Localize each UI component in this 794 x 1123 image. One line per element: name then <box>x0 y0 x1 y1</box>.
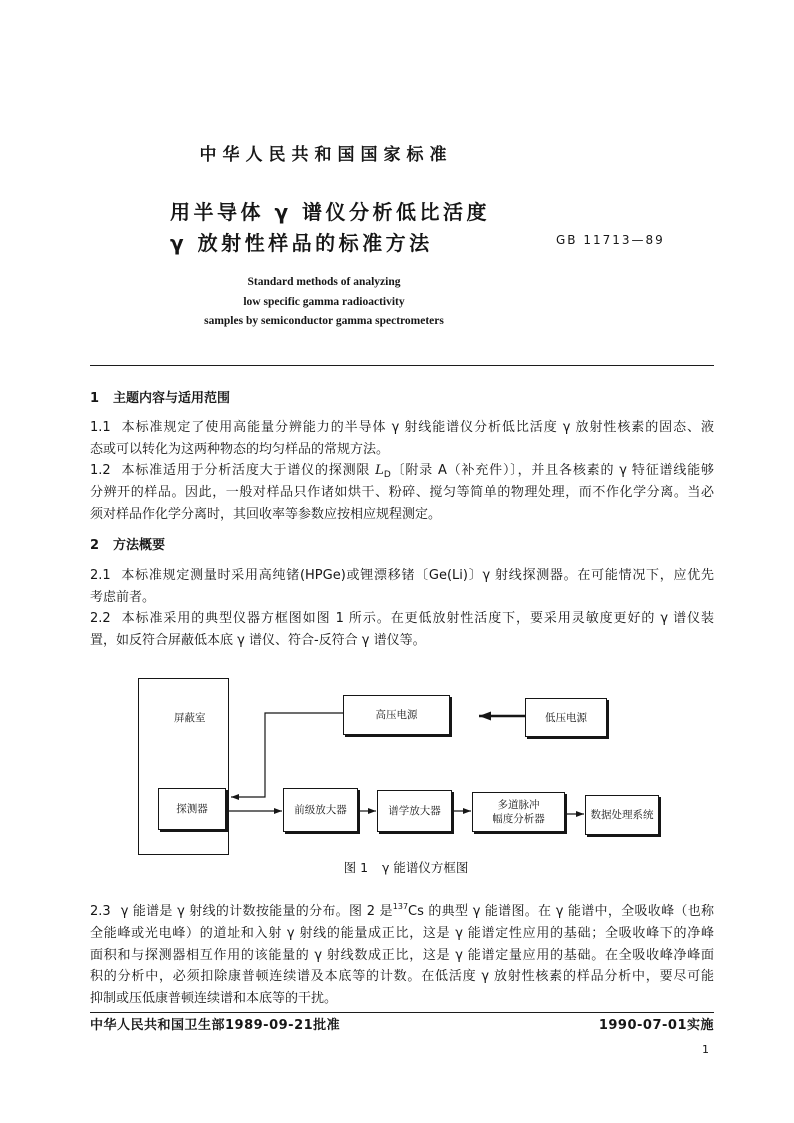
clause-text: 本标准规定测量时采用高纯锗(HPGe)或锂漂移锗〔Ge(Li)〕γ 射线探测器。在可能情况下，应优先 <box>120 568 714 583</box>
clause-text: Cs 的典型 γ 能谱图。在 γ 能谱中，全吸收峰（也称 <box>408 904 714 919</box>
low-voltage-label: 低压电源 <box>545 711 587 724</box>
detector-label: 探测器 <box>176 803 208 815</box>
english-title-line-2: low specific gamma radioactivity <box>243 295 405 308</box>
clause-line <box>90 901 714 923</box>
clause-line <box>90 565 714 587</box>
section-2-number: 2 <box>90 538 100 553</box>
page-number: 1 <box>702 1043 709 1056</box>
footer <box>90 1016 714 1036</box>
data-processing-label: 数据处理系统 <box>590 809 654 821</box>
title-line-1: 用半导体 γ 谱仪分析低比活度 <box>170 200 491 224</box>
clause-text: 本标准适用于分析活度大于谱仪的探测限 <box>120 463 376 478</box>
clause-2-2 <box>90 608 714 652</box>
header-divider <box>90 365 714 366</box>
clause-number: 1.1 <box>90 420 111 435</box>
section-1-title: 主题内容与适用范围 <box>113 391 231 406</box>
clause-2-1 <box>90 565 714 609</box>
mass-number-superscript: 137 <box>392 902 409 911</box>
standard-code: GB 11713—89 <box>556 233 665 247</box>
detection-limit-subscript: D <box>383 470 391 480</box>
diagram-connectors <box>130 670 670 865</box>
figure-1-title: γ 能谱仪方框图 <box>382 860 469 875</box>
title-line-2: γ 放射性样品的标准方法 <box>170 231 433 255</box>
arrow-high-voltage-to-detector <box>231 713 343 797</box>
figure-1-caption <box>300 858 512 878</box>
section-2-heading <box>90 535 714 557</box>
spectroscopy-amplifier-label: 谱学放大器 <box>388 805 441 817</box>
high-voltage-label: 高压电源 <box>375 709 418 721</box>
detection-limit-symbol: L <box>375 463 384 478</box>
effective-date: 1990-07-01实施 <box>598 1018 714 1033</box>
clause-text: 本标准采用的典型仪器方框图如图 1 所示。在更低放射性活度下，要采用灵敏度更好的 γ 谱仪装 <box>120 611 714 626</box>
clause-1-1 <box>90 417 714 461</box>
clause-text: γ 能谱是 γ 射线的计数按能量的分布。图 2 是 <box>120 904 393 919</box>
approval-statement: 中华人民共和国卫生部1989-09-21批准 <box>90 1018 341 1033</box>
section-1-number: 1 <box>90 391 100 406</box>
clause-line: 抑制或压低康普顿连续谱和本底等的干扰。 <box>90 991 338 1006</box>
figure-1-block-diagram <box>130 670 670 865</box>
clause-line <box>90 608 714 630</box>
figure-1-number: 图 1 <box>343 860 369 875</box>
english-title-line-3: samples by semiconductor gamma spectrometers <box>204 315 444 327</box>
clause-line: 须对样品作化学分离时，其回收率等参数应按相应规程测定。 <box>90 507 442 522</box>
clause-line: 考虑前者。 <box>90 590 156 605</box>
clause-line: 置，如反符合屏蔽低本底 γ 谱仪、符合-反符合 γ 谱仪等。 <box>90 633 426 648</box>
preamplifier-label: 前级放大器 <box>294 804 347 816</box>
clause-line: 分辨开的样品。因此，一般对样品只作诸如烘干、粉碎、搅匀等简单的物理处理，而不作化学分离。当必 <box>90 485 714 500</box>
english-title-line-1: Standard methods of analyzing <box>247 276 401 288</box>
clause-number: 2.1 <box>90 568 111 583</box>
clause-number: 2.3 <box>90 904 111 919</box>
clause-line <box>90 460 714 482</box>
clause-number: 1.2 <box>90 463 111 478</box>
clause-line: 面积和与探测器相互作用的该能量的 γ 射线数成正比，这是 γ 能谱定量应用的基础。在全吸收峰净峰面 <box>90 947 714 963</box>
clause-2-3 <box>90 901 714 1010</box>
standard-header: 中华人民共和国国家标准 <box>199 145 453 165</box>
clause-1-2 <box>90 460 714 526</box>
clause-line: 积的分析中，必须扣除康普顿连续谱及本底等的计数。在低活度 γ 放射性核素的样品分析中，要尽可能 <box>90 969 714 985</box>
mca-label-line-1: 多道脉冲 <box>497 799 540 811</box>
clause-line <box>90 417 714 439</box>
footer-divider <box>90 1012 714 1013</box>
clause-number: 2.2 <box>90 611 111 626</box>
clause-text: 〔附录 A（补充件）〕，并且各核素的 γ 特征谱线能够 <box>390 463 714 478</box>
mca-label-line-2: 幅度分析器 <box>492 813 545 825</box>
clause-line: 态或可以转化为这两种物态的均匀样品的常规方法。 <box>90 442 390 457</box>
shield-room-label: 屏蔽室 <box>174 712 206 724</box>
section-1-heading <box>90 388 714 410</box>
english-title <box>124 273 524 332</box>
clause-line: 全能峰或光电峰）的道址和入射 γ 射线的能量成正比，这是 γ 能谱定性应用的基础；全吸收峰下的净峰 <box>90 925 714 941</box>
section-2-title: 方法概要 <box>113 538 166 553</box>
clause-text: 本标准规定了使用高能量分辨能力的半导体 γ 射线能谱仪分析低比活度 γ 放射性核素的固态、液 <box>120 420 714 435</box>
